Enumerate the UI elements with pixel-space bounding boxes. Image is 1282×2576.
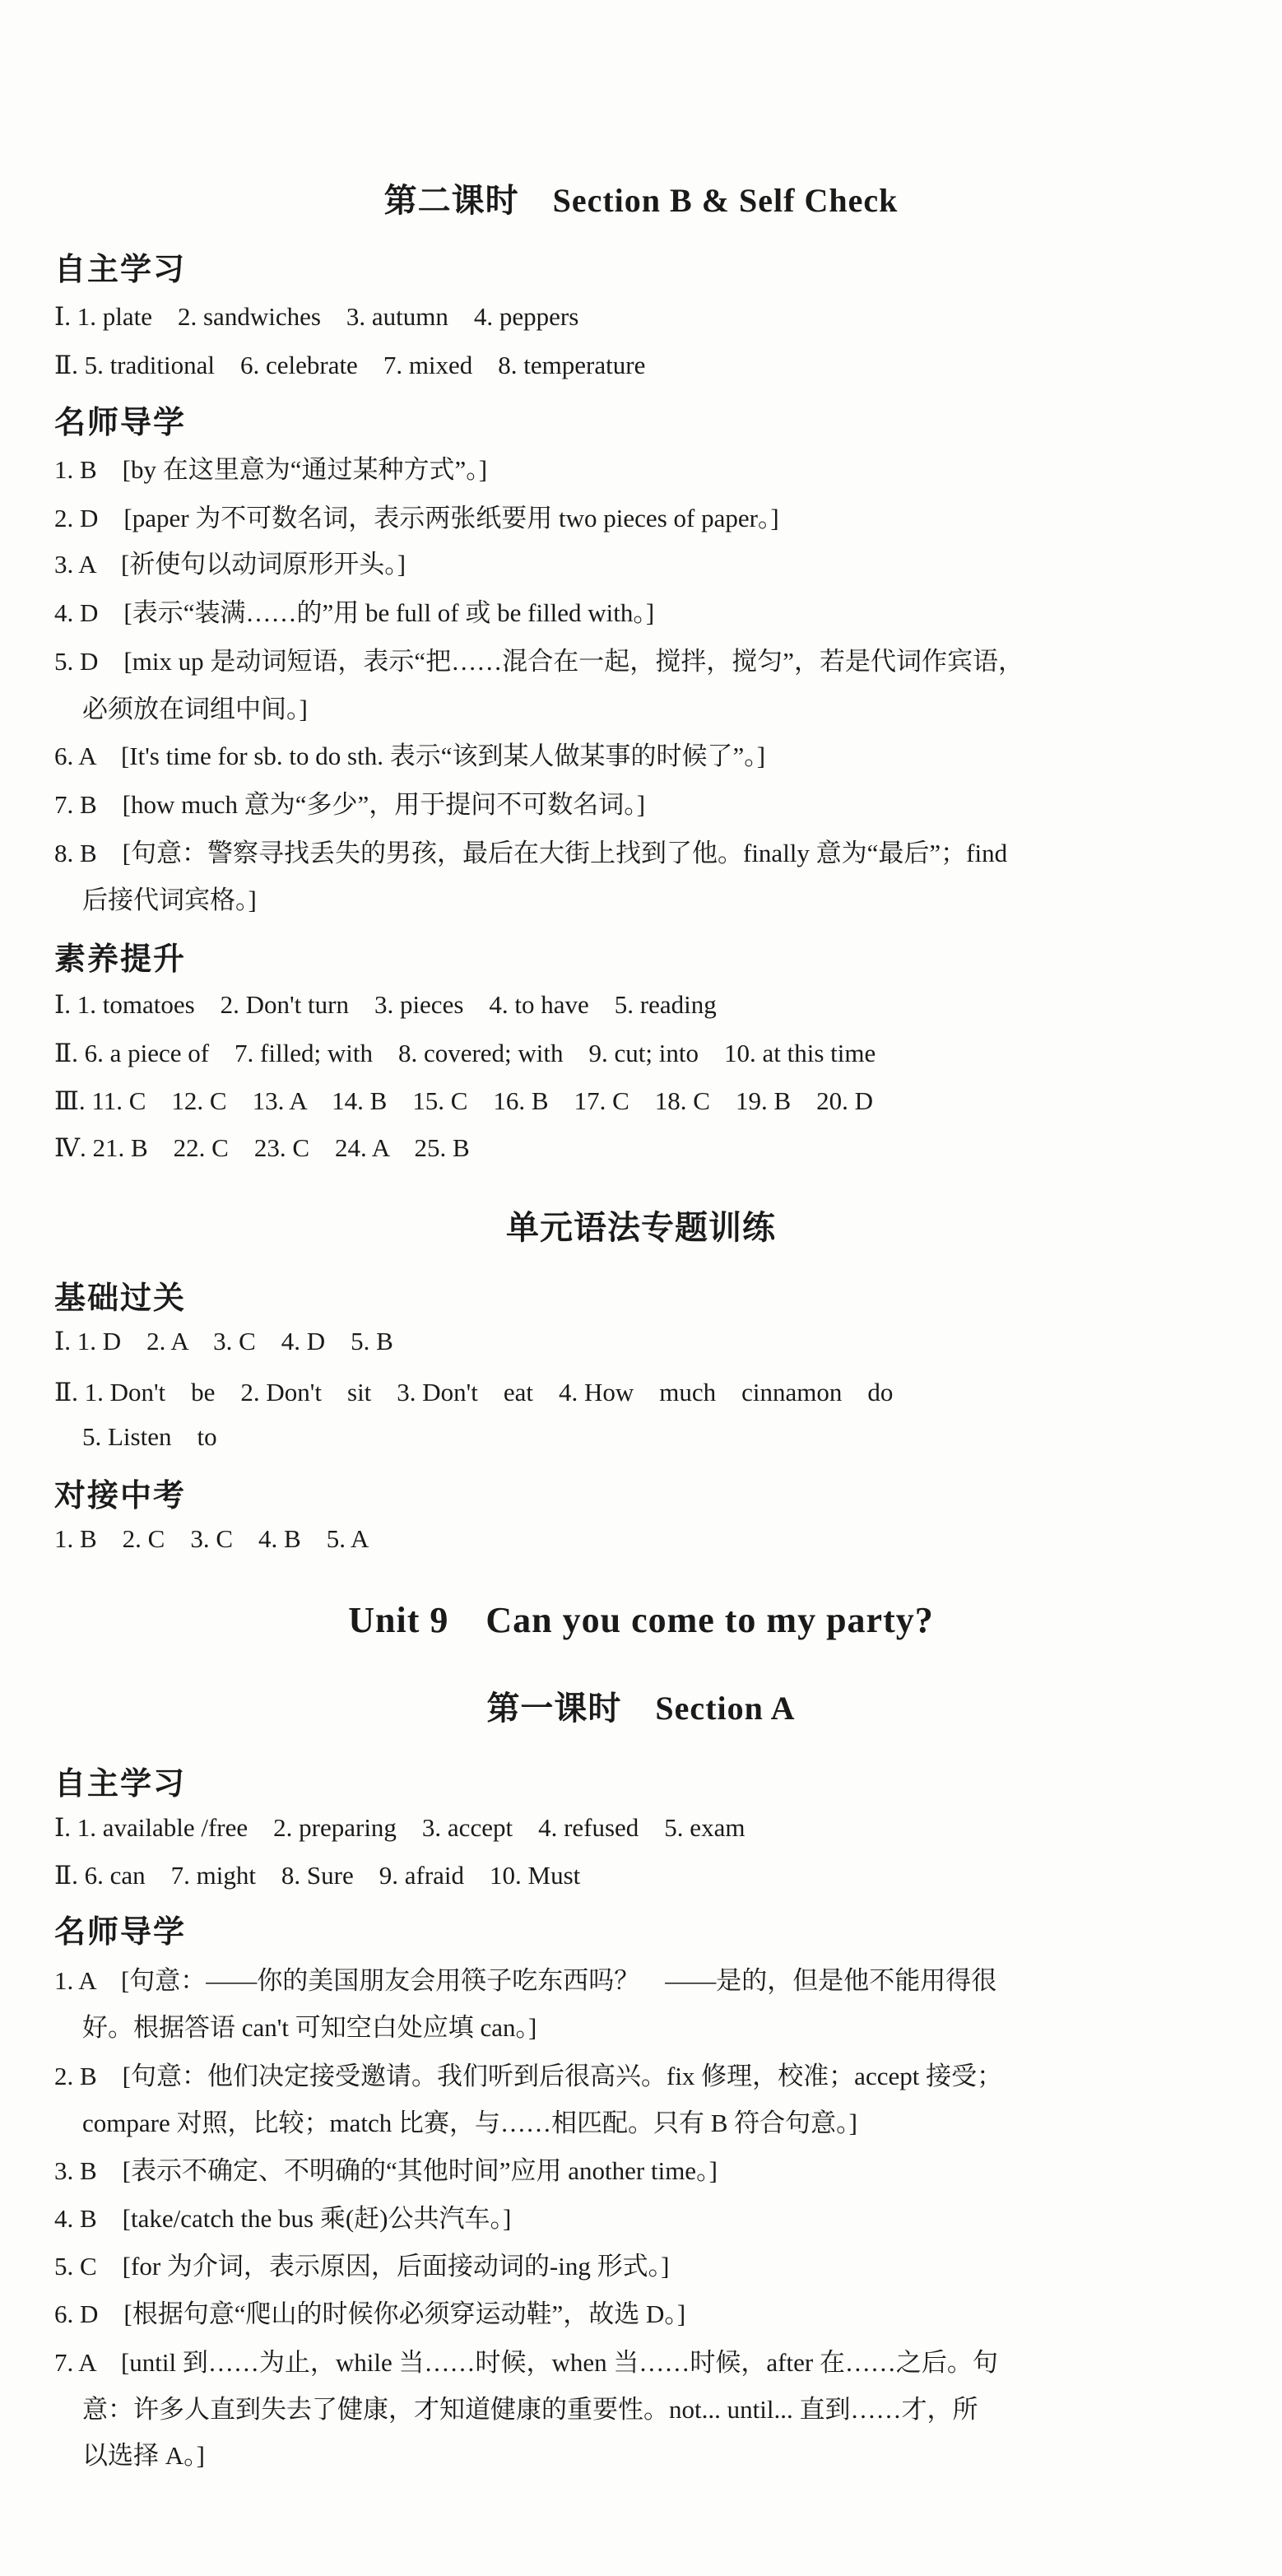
duijie-heading: 对接中考	[54, 1477, 187, 1514]
answer-line-continued: 5. Listen to	[82, 1422, 217, 1451]
answer-line: 6. A [It's time for sb. to do sth. 表示“该到某人做某事的时候了”。]	[54, 742, 766, 770]
answer-line-continued: 以选择 A。]	[82, 2441, 205, 2470]
answer-line: 5. C [for 为介词，表示原因，后面接动词的-ing 形式。]	[54, 2252, 670, 2281]
answer-line: 6. D [根据句意“爬山的时候你必须穿运动鞋”，故选 D。]	[54, 2299, 686, 2328]
unit-title: Unit 9 Can you come to my party?	[348, 1600, 934, 1640]
answer-line: 5. D [mix up 是动词短语，表示“把……混合在一起，搅拌，搅匀”，若是代词作宾语，	[54, 647, 1024, 676]
answer-line: Ⅱ. 6. a piece of 7. filled; with 8. covered; with 9. cut; into 10. at this time	[54, 1039, 876, 1067]
answer-line: 7. B [how much 意为“多少”，用于提问不可数名词。]	[54, 790, 646, 819]
answer-line-continued: 后接代词宾格。]	[82, 886, 257, 914]
answer-line: 1. A [句意：——你的美国朋友会用筷子吃东西吗？ ——是的，但是他不能用得很	[54, 1966, 997, 1995]
answer-line: 3. B [表示不确定、不明确的“其他时间”应用 another time。]	[54, 2156, 718, 2185]
answer-line: Ⅳ. 21. B 22. C 23. C 24. A 25. B	[54, 1133, 470, 1162]
answer-line-continued: 必须放在词组中间。]	[82, 695, 308, 723]
answer-line: Ⅱ. 1. Don't be 2. Don't sit 3. Don't eat 4. How much cinnamon do	[54, 1378, 894, 1407]
answer-line: 3. A [祈使句以动词原形开头。]	[54, 550, 406, 579]
mingshi-heading: 名师导学	[54, 404, 187, 440]
answer-line: 1. B [by 在这里意为“通过某种方式”。]	[54, 455, 488, 484]
answer-line-continued: compare 对照，比较；match 比赛，与……相匹配。只有 B 符合句意。]	[82, 2109, 857, 2137]
answer-line: 1. B 2. C 3. C 4. B 5. A	[54, 1524, 369, 1553]
answer-line: Ⅰ. 1. available /free 2. preparing 3. accept 4. refused 5. exam	[54, 1813, 746, 1842]
suyang-heading: 素养提升	[54, 941, 187, 977]
answer-line: Ⅲ. 11. C 12. C 13. A 14. B 15. C 16. B 17. C 18. C 19. B 20. D	[54, 1086, 874, 1115]
mingshi-heading: 名师导学	[54, 1913, 187, 1950]
answer-line: 7. A [until 到……为止，while 当……时候，when 当……时候，after 在……之后。句	[54, 2348, 998, 2377]
answer-line: 8. B [句意：警察寻找丢失的男孩，最后在大街上找到了他。finally 意为“最后”；find	[54, 839, 1008, 867]
answer-line: 2. D [paper 为不可数名词，表示两张纸要用 two pieces of paper。]	[54, 504, 779, 532]
answer-line: Ⅱ. 5. traditional 6. celebrate 7. mixed 8. temperature	[54, 351, 646, 379]
answer-line-continued: 好。根据答语 can't 可知空白处应填 can。]	[82, 2013, 537, 2042]
answer-line: Ⅰ. 1. plate 2. sandwiches 3. autumn 4. peppers	[54, 302, 579, 331]
section-b-title: 第二课时 Section B & Self Check	[383, 182, 899, 219]
answer-line: Ⅱ. 6. can 7. might 8. Sure 9. afraid 10. Must	[54, 1861, 581, 1890]
jichu-heading: 基础过关	[54, 1280, 187, 1316]
answer-line: 4. B [take/catch the bus 乘(赶)公共汽车。]	[54, 2204, 512, 2233]
answer-line-continued: 意：许多人直到失去了健康，才知道健康的重要性。not... until... 直到……才，所	[82, 2395, 978, 2424]
grammar-title: 单元语法专题训练	[506, 1209, 776, 1247]
answer-line: Ⅰ. 1. tomatoes 2. Don't turn 3. pieces 4. to have 5. reading	[54, 990, 717, 1019]
lesson-title: 第一课时 Section A	[486, 1690, 796, 1727]
answer-line: 2. B [句意：他们决定接受邀请。我们听到后很高兴。fix 修理，校准；accept 接受；	[54, 2062, 1003, 2090]
zizhu-heading: 自主学习	[54, 1765, 187, 1802]
answer-line: Ⅰ. 1. D 2. A 3. C 4. D 5. B	[54, 1327, 393, 1355]
zizhu-heading: 自主学习	[54, 251, 187, 287]
answer-line: 4. D [表示“装满……的”用 be full of 或 be filled with。]	[54, 598, 655, 627]
